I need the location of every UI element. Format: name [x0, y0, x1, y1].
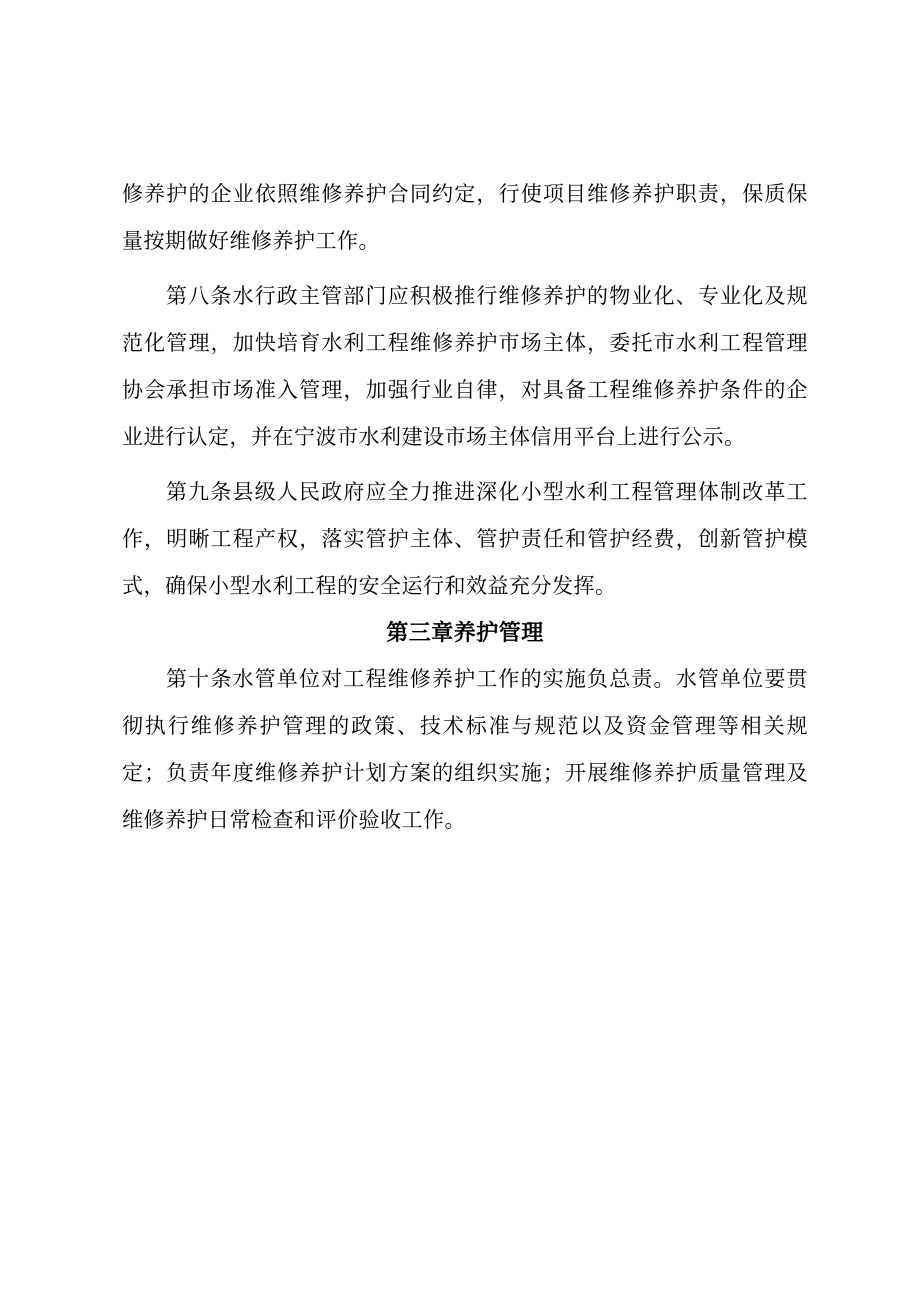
paragraph-continuation: 修养护的企业依照维修养护合同约定，行使项目维修养护职责，保质保量按期做好维修养护工作。 — [122, 182, 808, 253]
paragraph-article-9: 第九条县级人民政府应全力推进深化小型水利工程管理体制改革工作，明晰工程产权，落实管护主体、管护责任和管护经费，创新管护模式，确保小型水利工程的安全运行和效益充分发挥。 — [122, 480, 808, 598]
paragraph-article-10: 第十条水管单位对工程维修养护工作的实施负总责。水管单位要贯彻执行维修养护管理的政策、技术标准与规范以及资金管理等相关规定；负责年度维修养护计划方案的组织实施；开展维修养护质量管理及维修养护日常检查和评价验收工作。 — [122, 667, 808, 832]
chapter-heading: 第三章养护管理 — [386, 621, 544, 646]
document-body — [122, 171, 808, 844]
paragraph-article-8: 第八条水行政主管部门应积极推行维修养护的物业化、专业化及规范化管理，加快培育水利工程维修养护市场主体，委托市水利工程管理协会承担市场准入管理，加强行业自律，对具备工程维修养护条件的企业进行认定，并在宁波市水利建设市场主体信用平台上进行公示。 — [122, 284, 808, 449]
